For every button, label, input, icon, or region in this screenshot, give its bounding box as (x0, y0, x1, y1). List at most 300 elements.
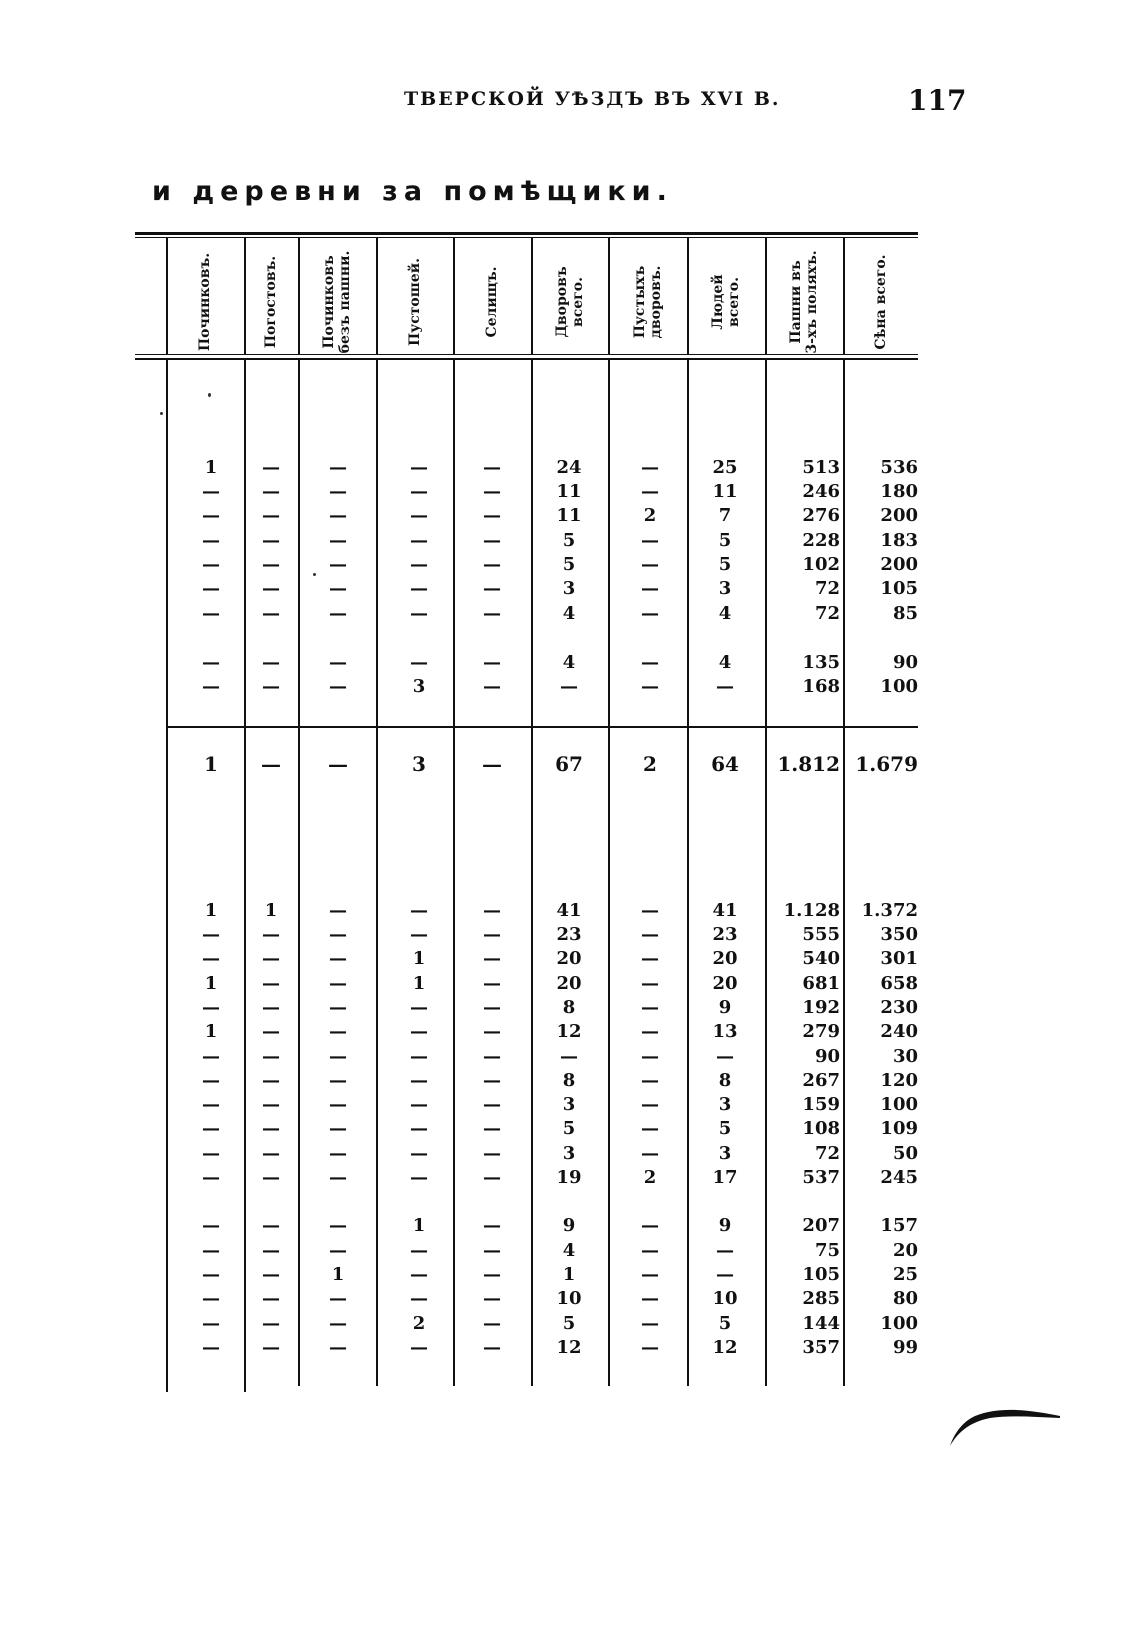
column-header-line: Дворовъ (553, 266, 570, 338)
table-cell: — (262, 948, 280, 969)
running-head: ТВЕРСКОЙ УѢЗДЪ ВЪ XVI В. (404, 88, 781, 110)
column-header-label (554, 266, 586, 337)
table-cell: 658 (880, 973, 918, 994)
column-header-line: Сѣна всего. (872, 254, 889, 350)
table-row (0, 576, 1140, 601)
table-cell: — (483, 652, 501, 673)
column-header-line: 3-хъ поляхъ. (804, 250, 820, 354)
table-cell: 200 (880, 505, 918, 526)
table-cell: 159 (802, 1094, 840, 1115)
column-header-label (321, 251, 353, 354)
table-cell: 1.372 (861, 900, 918, 921)
table-cell: — (641, 481, 659, 502)
table-cell: — (329, 900, 347, 921)
table-cell: — (202, 1118, 220, 1139)
table-cell: — (202, 924, 220, 945)
column-header (608, 250, 687, 354)
ink-flourish (950, 1388, 1060, 1448)
table-cell: 19 (556, 1167, 582, 1188)
table-cell: — (641, 1094, 659, 1115)
table-cell: 72 (814, 1143, 840, 1164)
table-cell: — (641, 924, 659, 945)
table-cell: — (202, 1070, 220, 1091)
table-cell: 23 (556, 924, 582, 945)
table-cell: — (483, 1021, 501, 1042)
table-cell: 5 (718, 530, 732, 551)
table-cell: — (483, 457, 501, 478)
table-cell: 8 (562, 997, 576, 1018)
table-row (0, 1092, 1140, 1117)
table-cell: — (262, 530, 280, 551)
table-cell: — (262, 1118, 280, 1139)
table-cell: 20 (556, 948, 582, 969)
table-cell: — (329, 530, 347, 551)
table-cell: — (262, 924, 280, 945)
table-cell: 100 (880, 1313, 918, 1334)
table-cell: — (262, 676, 280, 697)
table-cell: 80 (892, 1288, 918, 1309)
table-top-rule (135, 232, 918, 235)
table-cell: — (202, 1313, 220, 1334)
table-cell: — (410, 997, 428, 1018)
table-cell: — (329, 1313, 347, 1334)
table-cell: — (261, 752, 281, 776)
table-cell: 228 (802, 530, 840, 551)
table-cell: 3 (718, 1094, 732, 1115)
table-cell: — (329, 554, 347, 575)
table-cell: — (202, 530, 220, 551)
table-cell: — (329, 481, 347, 502)
table-cell: 41 (556, 900, 582, 921)
table-cell: 5 (718, 554, 732, 575)
table-cell: — (641, 1070, 659, 1091)
column-header-label (873, 254, 889, 349)
table-cell: 200 (880, 554, 918, 575)
table-cell: 1 (331, 1264, 345, 1285)
table-cell: 9 (562, 1215, 576, 1236)
subtotal-row (0, 752, 1140, 777)
table-cell: 120 (880, 1070, 918, 1091)
column-header-label (710, 274, 742, 329)
table-cell: — (329, 948, 347, 969)
table-cell: — (202, 1143, 220, 1164)
table-cell: 1 (412, 1215, 426, 1236)
subtotal-rule (166, 726, 918, 728)
table-cell: — (483, 676, 501, 697)
table-cell: — (262, 997, 280, 1018)
table-cell: 1 (204, 752, 218, 776)
table-cell: — (716, 1240, 734, 1261)
table-cell: 2 (643, 1167, 657, 1188)
table-cell: 41 (712, 900, 738, 921)
table-row (0, 898, 1140, 923)
table-cell: 102 (802, 554, 840, 575)
table-cell: — (329, 1070, 347, 1091)
table-cell: 20 (892, 1240, 918, 1261)
table-cell: — (641, 997, 659, 1018)
table-cell: 24 (556, 457, 582, 478)
table-row (0, 1068, 1140, 1093)
table-cell: — (202, 948, 220, 969)
table-cell: — (329, 1288, 347, 1309)
table-cell: — (483, 1240, 501, 1261)
table-cell: — (641, 1288, 659, 1309)
table-row (0, 455, 1140, 480)
table-cell: — (641, 578, 659, 599)
table-cell: — (262, 505, 280, 526)
table-cell: 8 (718, 1070, 732, 1091)
table-cell: 157 (880, 1215, 918, 1236)
table-cell: — (410, 1240, 428, 1261)
table-cell: — (483, 948, 501, 969)
table-cell: 25 (712, 457, 738, 478)
table-cell: — (641, 554, 659, 575)
table-cell: 513 (802, 457, 840, 478)
print-speck (208, 393, 211, 397)
table-cell: 144 (802, 1313, 840, 1334)
table-cell: 17 (712, 1167, 738, 1188)
column-header-label (197, 253, 213, 351)
column-header-label (788, 250, 820, 353)
table-cell: — (262, 1167, 280, 1188)
table-cell: — (202, 1264, 220, 1285)
table-cell: — (410, 652, 428, 673)
table-row (0, 1213, 1140, 1238)
table-cell: — (262, 973, 280, 994)
column-header-line: Пустыхъ (631, 265, 648, 339)
table-cell: — (641, 603, 659, 624)
table-cell: 12 (556, 1337, 582, 1358)
table-cell: — (262, 1337, 280, 1358)
table-cell: 5 (562, 554, 576, 575)
table-cell: — (483, 1094, 501, 1115)
column-header-label (407, 258, 423, 346)
column-header-label (632, 266, 664, 339)
table-top-rule (135, 237, 918, 238)
table-row (0, 528, 1140, 553)
table-cell: — (641, 652, 659, 673)
table-cell: 11 (556, 481, 582, 502)
table-cell: — (410, 1288, 428, 1309)
table-cell: — (641, 676, 659, 697)
table-cell: — (202, 603, 220, 624)
table-cell: 207 (802, 1215, 840, 1236)
table-cell: — (410, 554, 428, 575)
table-cell: 5 (562, 1118, 576, 1139)
table-cell: — (262, 1240, 280, 1261)
print-speck (313, 573, 316, 576)
table-cell: — (329, 1046, 347, 1067)
table-cell: 12 (556, 1021, 582, 1042)
table-cell: — (410, 1337, 428, 1358)
table-row (0, 1262, 1140, 1287)
column-header-line: дворовъ. (647, 265, 664, 339)
table-cell: — (262, 578, 280, 599)
table-row (0, 1335, 1140, 1360)
column-header (166, 250, 244, 354)
table-cell: 230 (880, 997, 918, 1018)
table-cell: — (641, 1240, 659, 1261)
table-cell: — (641, 973, 659, 994)
header-bottom-rule (135, 354, 918, 355)
table-cell: — (410, 1070, 428, 1091)
table-cell: — (329, 1118, 347, 1139)
table-cell: — (716, 1264, 734, 1285)
table-cell: — (483, 505, 501, 526)
table-cell: — (262, 1021, 280, 1042)
table-cell: — (410, 924, 428, 945)
table-cell: — (202, 997, 220, 1018)
column-header-label (484, 266, 500, 337)
page-number: 117 (908, 84, 967, 117)
table-cell: 350 (880, 924, 918, 945)
table-cell: — (262, 652, 280, 673)
table-cell: 3 (718, 578, 732, 599)
table-cell: 285 (802, 1288, 840, 1309)
table-cell: 1 (412, 973, 426, 994)
table-cell: — (202, 652, 220, 673)
table-cell: 1.812 (777, 752, 840, 776)
table-cell: — (202, 1094, 220, 1115)
table-cell: — (329, 505, 347, 526)
table-cell: — (641, 457, 659, 478)
table-cell: 75 (814, 1240, 840, 1261)
column-header (453, 250, 531, 354)
table-cell: 192 (802, 997, 840, 1018)
table-cell: 50 (892, 1143, 918, 1164)
table-cell: — (483, 554, 501, 575)
table-cell: 1 (204, 973, 218, 994)
table-cell: — (483, 997, 501, 1018)
table-row (0, 1238, 1140, 1263)
table-cell: — (482, 752, 502, 776)
column-header-line: всего. (726, 277, 742, 327)
table-cell: 279 (802, 1021, 840, 1042)
table-cell: — (262, 457, 280, 478)
table-row (0, 1286, 1140, 1311)
table-cell: 5 (562, 1313, 576, 1334)
table-cell: — (641, 948, 659, 969)
table-row (0, 995, 1140, 1020)
table-cell: 555 (802, 924, 840, 945)
table-cell: — (410, 578, 428, 599)
table-cell: — (483, 1070, 501, 1091)
table-cell: — (410, 1118, 428, 1139)
table-row (0, 946, 1140, 971)
table-row (0, 552, 1140, 577)
table-cell: 4 (562, 603, 576, 624)
table-cell: 4 (562, 1240, 576, 1261)
table-cell: — (410, 481, 428, 502)
table-cell: — (483, 1313, 501, 1334)
table-cell: 357 (802, 1337, 840, 1358)
table-cell: 90 (892, 652, 918, 673)
table-cell: 3 (562, 1143, 576, 1164)
table-cell: 536 (880, 457, 918, 478)
table-cell: 20 (712, 948, 738, 969)
table-cell: — (262, 1288, 280, 1309)
column-header-label (263, 256, 279, 348)
table-cell: — (329, 652, 347, 673)
table-cell: 183 (880, 530, 918, 551)
table-cell: 9 (718, 997, 732, 1018)
table-cell: — (329, 1021, 347, 1042)
table-cell: 13 (712, 1021, 738, 1042)
column-header (244, 250, 298, 354)
table-cell: — (410, 1143, 428, 1164)
table-cell: — (262, 603, 280, 624)
table-cell: 3 (412, 752, 426, 776)
table-cell: 301 (880, 948, 918, 969)
table-cell: 5 (718, 1313, 732, 1334)
table-cell: — (262, 1313, 280, 1334)
table-cell: — (202, 1215, 220, 1236)
table-cell: — (329, 1094, 347, 1115)
table-cell: — (410, 1264, 428, 1285)
table-cell: — (329, 1215, 347, 1236)
table-cell: 7 (718, 505, 732, 526)
table-cell: — (202, 1167, 220, 1188)
table-cell: — (641, 1215, 659, 1236)
table-cell: — (641, 1313, 659, 1334)
table-cell: 72 (814, 578, 840, 599)
table-cell: 1 (204, 457, 218, 478)
table-row (0, 1141, 1140, 1166)
table-row (0, 1019, 1140, 1044)
table-row (0, 650, 1140, 675)
table-cell: — (483, 530, 501, 551)
header-bottom-rule (135, 358, 918, 360)
table-cell: — (483, 1215, 501, 1236)
table-row (0, 674, 1140, 699)
table-cell: 168 (802, 676, 840, 697)
table-cell: — (262, 481, 280, 502)
table-cell: 11 (712, 481, 738, 502)
table-cell: — (641, 1046, 659, 1067)
table-cell: 25 (892, 1264, 918, 1285)
table-cell: 4 (718, 652, 732, 673)
table-cell: — (262, 1070, 280, 1091)
table-cell: — (410, 1021, 428, 1042)
table-cell: 2 (643, 505, 657, 526)
table-cell: 246 (802, 481, 840, 502)
table-cell: 1 (204, 1021, 218, 1042)
section-title: и деревни за помѣщики. (152, 176, 673, 207)
table-cell: 4 (718, 603, 732, 624)
table-cell: 180 (880, 481, 918, 502)
table-cell: — (329, 1143, 347, 1164)
table-cell: 8 (562, 1070, 576, 1091)
table-cell: — (262, 1143, 280, 1164)
table-cell: — (483, 900, 501, 921)
table-cell: 245 (880, 1167, 918, 1188)
table-row (0, 503, 1140, 528)
table-cell: 267 (802, 1070, 840, 1091)
table-row (0, 1311, 1140, 1336)
column-header-line: Селищъ. (484, 266, 500, 338)
column-header-line: Пустошей. (406, 258, 423, 346)
table-cell: — (202, 554, 220, 575)
table-cell: — (329, 457, 347, 478)
table-cell: — (410, 900, 428, 921)
table-cell: 135 (802, 652, 840, 673)
table-cell: — (329, 997, 347, 1018)
table-cell: 100 (880, 1094, 918, 1115)
table-cell: 276 (802, 505, 840, 526)
table-cell: 2 (412, 1313, 426, 1334)
table-cell: — (483, 1046, 501, 1067)
table-row (0, 922, 1140, 947)
table-cell: — (202, 1046, 220, 1067)
table-cell: 85 (892, 603, 918, 624)
column-header (765, 250, 843, 354)
table-cell: — (329, 676, 347, 697)
table-cell: 1 (264, 900, 278, 921)
table-row (0, 1044, 1140, 1069)
table-cell: — (202, 676, 220, 697)
table-cell: 30 (892, 1046, 918, 1067)
table-cell: — (329, 603, 347, 624)
column-header (687, 250, 765, 354)
table-cell: 72 (814, 603, 840, 624)
table-cell: 99 (892, 1337, 918, 1358)
table-cell: — (410, 457, 428, 478)
table-cell: — (641, 1143, 659, 1164)
column-header-line: Погостовъ. (263, 255, 279, 349)
column-header (531, 250, 608, 354)
table-cell: — (641, 900, 659, 921)
column-header-line: Людей (710, 274, 726, 330)
table-cell: — (262, 1094, 280, 1115)
table-cell: 67 (555, 752, 583, 776)
table-cell: — (483, 973, 501, 994)
table-cell: — (329, 1240, 347, 1261)
table-cell: — (483, 1288, 501, 1309)
table-cell: 5 (562, 530, 576, 551)
table-cell: 11 (556, 505, 582, 526)
table-cell: 64 (711, 752, 739, 776)
table-cell: — (410, 505, 428, 526)
table-row (0, 1165, 1140, 1190)
table-cell: — (329, 924, 347, 945)
table-cell: — (202, 1240, 220, 1261)
table-cell: — (410, 603, 428, 624)
table-cell: — (202, 505, 220, 526)
table-cell: 1 (562, 1264, 576, 1285)
table-cell: — (560, 1046, 578, 1067)
table-cell: — (483, 481, 501, 502)
table-cell: — (202, 578, 220, 599)
table-cell: — (483, 1264, 501, 1285)
table-cell: 3 (718, 1143, 732, 1164)
table-cell: — (483, 1143, 501, 1164)
table-cell: 100 (880, 676, 918, 697)
table-cell: — (262, 1046, 280, 1067)
table-cell: 109 (880, 1118, 918, 1139)
column-header (376, 250, 453, 354)
table-cell: 9 (718, 1215, 732, 1236)
table-cell: — (202, 1337, 220, 1358)
table-cell: 240 (880, 1021, 918, 1042)
table-cell: — (641, 1118, 659, 1139)
table-cell: 12 (712, 1337, 738, 1358)
column-header-line: безъ пашни. (337, 250, 353, 354)
table-cell: — (262, 1215, 280, 1236)
table-cell: — (410, 530, 428, 551)
table-row (0, 601, 1140, 626)
table-cell: 537 (802, 1167, 840, 1188)
table-cell: 3 (562, 1094, 576, 1115)
